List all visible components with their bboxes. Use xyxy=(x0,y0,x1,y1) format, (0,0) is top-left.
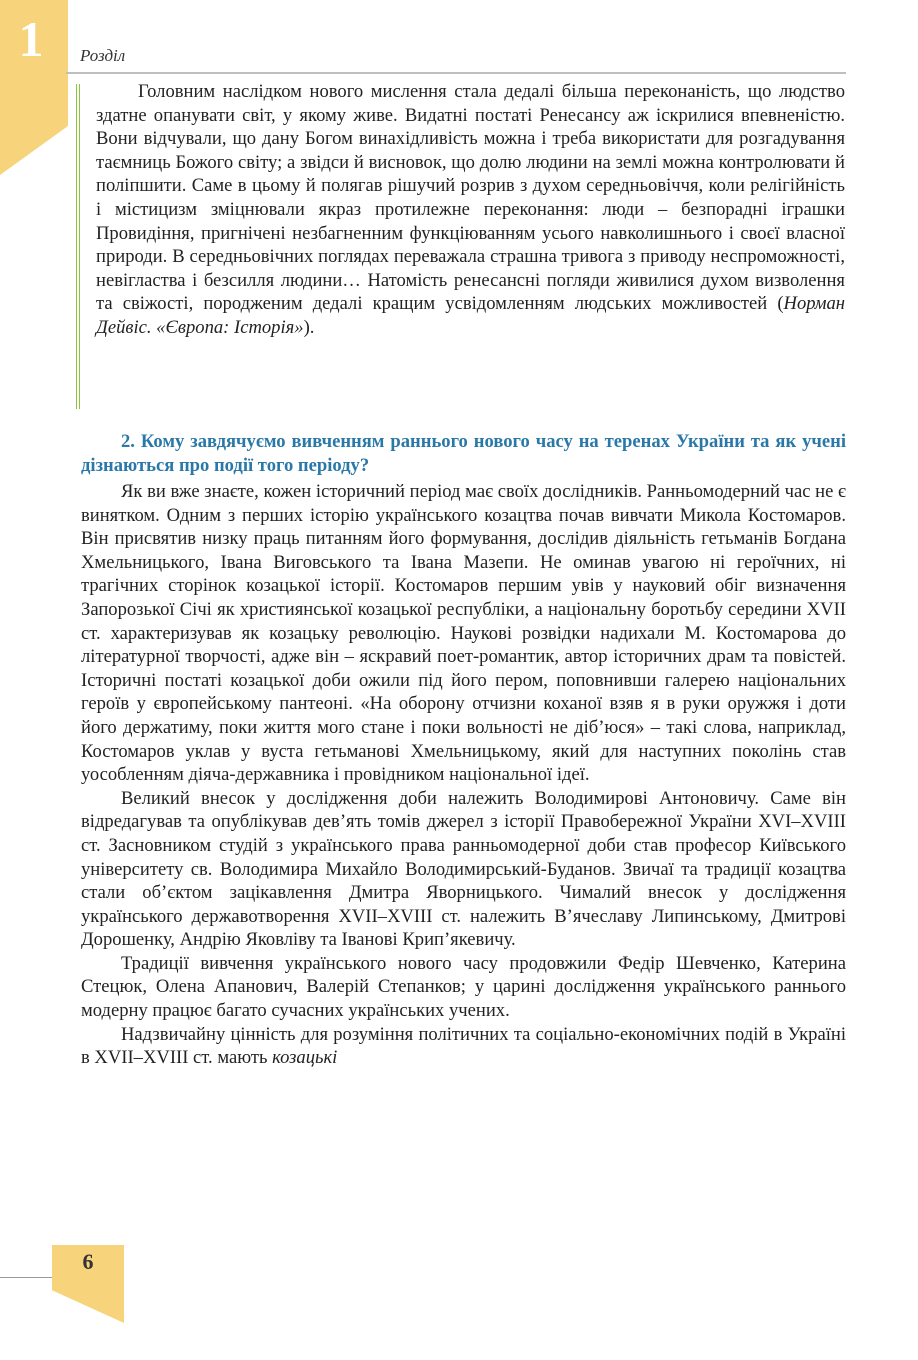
quote-source: Норман Дейвіс. «Європа: Історія» xyxy=(96,293,845,338)
paragraph-last xyxy=(81,1023,846,1070)
paragraph-last-emphasis: козацькі xyxy=(272,1047,338,1069)
quote-text xyxy=(96,80,845,340)
paragraph: Традиції вивчення українського нового часу продовжили Федір Шевченко, Катерина Стецюк, Олена Апанович, Валерій Степанков; у царині дослідження українського раннього модерну працює багато сучасних українських учених. xyxy=(81,952,846,1022)
quote-sidebar-rule xyxy=(76,84,80,409)
section-question-heading: 2. Кому завдячуємо вивченням раннього нового часу на теренах України та як учені дізнаються про події того періоду? xyxy=(81,431,846,476)
page-number: 6 xyxy=(82,1249,94,1274)
paragraph: Як ви вже знаєте, кожен історичний період має своїх дослідників. Ранньомодерний час не є винятком. Одним з перших історію українського козацтва почав вивчати Микола Костомаров. Він присвятив низку праць питанням його формування, дослідив діяльність гетьманів Богдана Хмельницького, Івана Виговського та Івана Мазепи. Не оминав увагою ні героїчних, ні трагічних сторінок козацької історії. Костомаров першим увів у науковий обіг визначення Запорозької Січі як християнської козацької республіки, а національну боротьбу середини XVII ст. характеризував як козацьку революцію. Наукові розвідки надихали М. Костомарова до літературної творчості, адже він – яскравий поет-романтик, автор історичних драм та повістей. Історичні постаті козацької доби ожили під його пером, поповнивши галерею національних героїв у європейському пантеоні. «На оборону отчизни коханої взяв я в руки оружжя і доти його держатиму, поки життя мого стане і поки вольності не діб’юся» – такі слова, наприклад, Костомаров уклав у вуста гетьманові Хмельницькому, який для наступних поколінь став уособленням діяча-державника і провідником національної ідеї. xyxy=(81,481,846,786)
body-text xyxy=(81,480,846,1070)
chapter-number: 1 xyxy=(18,11,44,67)
quote-block xyxy=(76,80,846,340)
paragraph: Великий внесок у дослідження доби належить Володимирові Антоновичу. Саме він відредагував та опублікував дев’ять томів джерел з історії Правобережної України XVI–XVIII ст. Засновником студій з українського права ранньомодерної доби став професор Київського університету св. Володимира Михайло Володимирський-Буданов. Звичаї та традиції козацтва стали об’єктом зацікавлення Дмитра Яворницького. Чималий внесок у дослідження українського державотворення XVII–XVIII ст. належить В’ячеславу Липинському, Дмитрові Дорошенку, Андрію Яковліву та Іванові Крип’якевичу. xyxy=(81,787,846,951)
section-label: Розділ xyxy=(80,46,126,65)
quote-body: Головним наслідком нового мислення стала дедалі більша переконаність, що людство здатне опанувати світ, у якому живе. Видатні постаті Ренесансу аж іскрилися впевненістю. Вони відчували, що дану Богом винахідливість можна і треба використати для розгадування таємниць Божого світу; а звідси й висновок, що долю людини на землі можна контролювати й поліпшити. Саме в цьому й полягав рішучий розрив з духом середньовіччя, коли релігійність і містицизм зміцнювали якраз протилежне переконання: люди – безпорадні іграшки Провидіння, пригнічені незбагненним функціюванням усього навколишнього і своєї власної природи. В середньовічних поглядах переважала страшна тривога з приводу неспроможності, невігластва і безсилля людини… Натомість ренесансні погляди живилися духом визволення та свіжості, породженим дедалі кращим усвідомленням людських можливостей ( xyxy=(96,81,845,315)
paragraph-last-text: Надзвичайну цінність для розуміння політичних та соціально-економічних подій в Україні в XVII–XVIII ст. мають xyxy=(81,1023,846,1069)
quote-closing: ). xyxy=(303,316,315,338)
header-divider xyxy=(66,72,846,74)
